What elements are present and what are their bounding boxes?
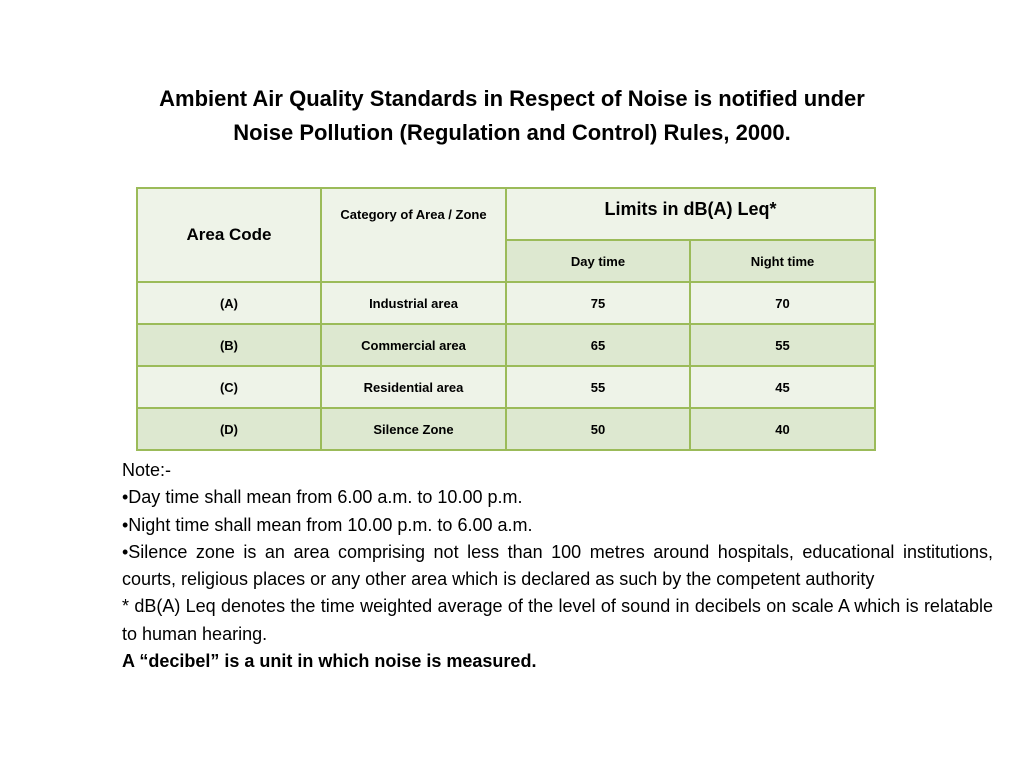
title-line-2: Noise Pollution (Regulation and Control) Rules, 2000. [233,120,791,145]
cell-area-code: (A) [137,282,321,324]
header-day-time: Day time [506,240,690,282]
cell-day-limit: 55 [506,366,690,408]
page-title [62,82,962,150]
cell-day-limit: 65 [506,324,690,366]
cell-category: Commercial area [321,324,506,366]
cell-category: Residential area [321,366,506,408]
notes-section [122,457,993,675]
table-row [137,366,875,408]
cell-area-code: (C) [137,366,321,408]
table-row [137,408,875,450]
table-row [137,282,875,324]
title-line-1: Ambient Air Quality Standards in Respect of Noise is notified under [159,86,865,111]
table-header-row [137,188,875,240]
cell-area-code: (B) [137,324,321,366]
note-item-dba-definition: * dB(A) Leq denotes the time weighted average of the level of sound in decibels on scale A which is relatable to human hearing. [122,596,993,644]
note-decibel-definition: A “decibel” is a unit in which noise is measured. [122,651,537,672]
cell-day-limit: 75 [506,282,690,324]
header-area-code: Area Code [137,188,321,282]
header-limits: Limits in dB(A) Leq* [506,188,875,240]
cell-category: Industrial area [321,282,506,324]
noise-standards-table-container [136,187,874,451]
header-night-time: Night time [690,240,875,282]
note-item-night-time: •Night time shall mean from 10.00 p.m. to 6.00 a.m. [122,514,533,535]
note-item-silence-zone: •Silence zone is an area comprising not less than 100 metres around hospitals, educational institutions, courts, religious places or any other area which is declared as such by the competent authority [122,541,993,590]
header-category: Category of Area / Zone [321,188,506,282]
table-row [137,324,875,366]
note-item-day-time: •Day time shall mean from 6.00 a.m. to 10.00 p.m. [122,487,523,508]
cell-night-limit: 45 [690,366,875,408]
cell-night-limit: 40 [690,408,875,450]
notes-heading: Note:- [122,460,172,480]
noise-standards-table [136,187,876,451]
cell-night-limit: 55 [690,324,875,366]
cell-area-code: (D) [137,408,321,450]
cell-category: Silence Zone [321,408,506,450]
cell-day-limit: 50 [506,408,690,450]
cell-night-limit: 70 [690,282,875,324]
